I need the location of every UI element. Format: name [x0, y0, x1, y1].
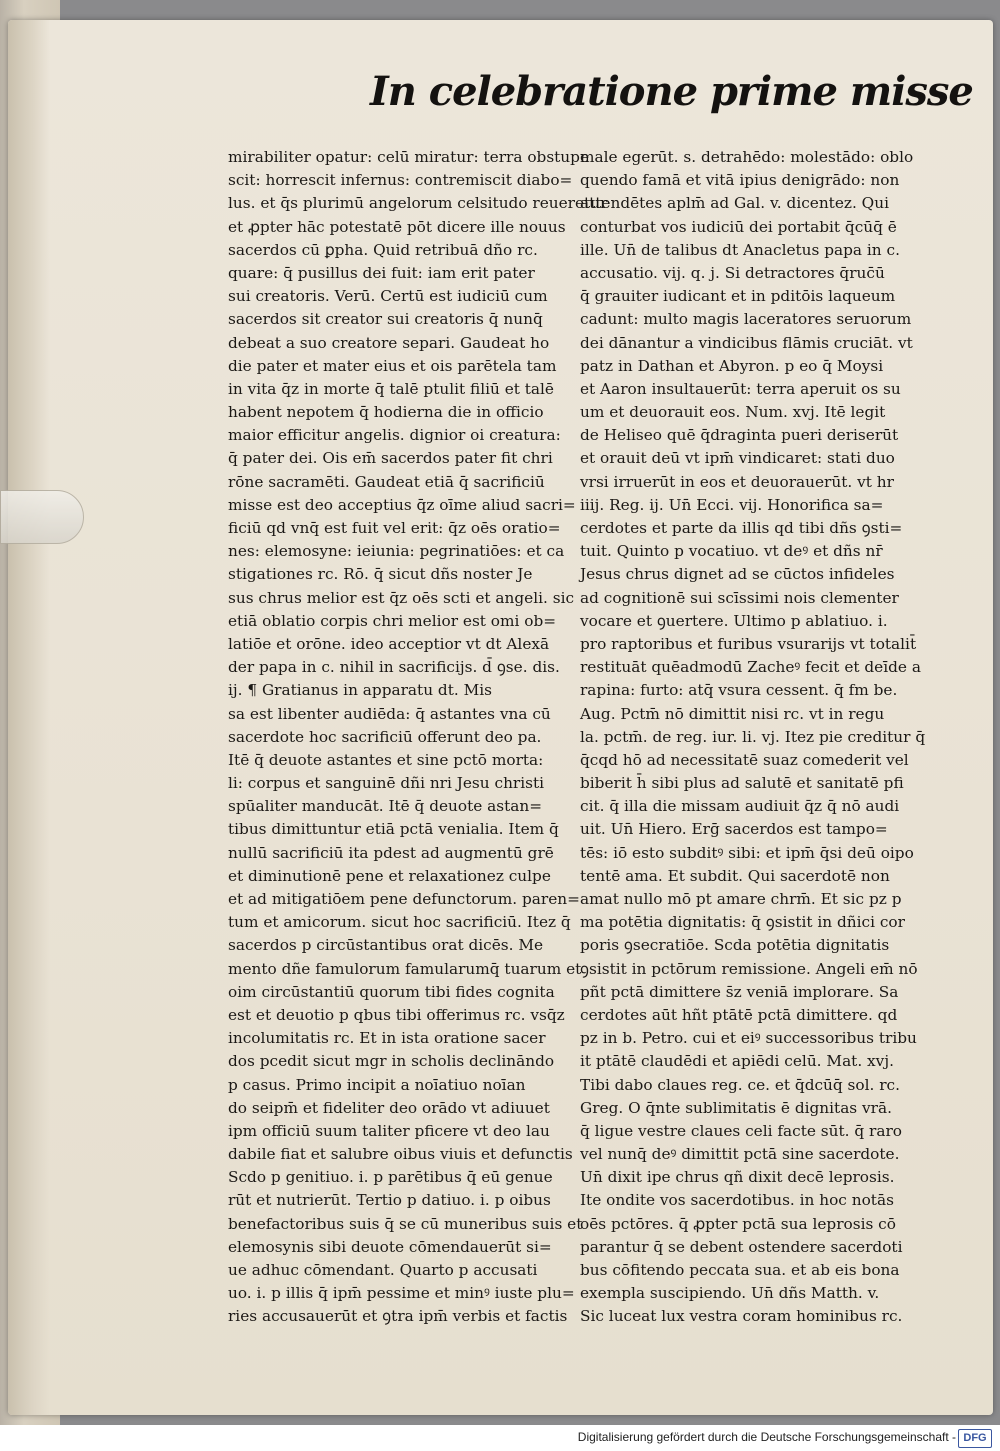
text-line: Greg. O q̄nte sublimitatis ē dignitas vrā.: [580, 1098, 892, 1117]
text-line: sacerdote hoc sacrificiū offerunt deo pa.: [228, 727, 542, 746]
text-line: elemosynis sibi deuote cōmendauerūt si=: [228, 1237, 552, 1256]
text-line: nes: elemosyne: ieiunia: pegrinatiōes: et ca: [228, 542, 565, 561]
text-line: ries accusauerūt et ꝯtra ipm̄ verbis et factis: [228, 1307, 568, 1326]
text-line: tentē ama. Et subdit. Qui sacerdotē non: [580, 866, 890, 885]
text-line: rapina: furto: atq̄ vsura cessent. q̄ fm be.: [580, 681, 898, 700]
text-line: quendo famā et vitā ipius denigrādo: non: [580, 171, 900, 190]
text-line: quare: q̄ pusillus dei fuit: iam erit pater: [228, 263, 535, 282]
text-line: li: corpus et sanguinē dñi nri Jesu christi: [228, 774, 545, 793]
text-line: attendētes aplm̄ ad Gal. v. dicentez. Qui: [580, 194, 889, 213]
text-line: pro raptoribus et furibus vsurarijs vt totalit̄: [580, 634, 917, 653]
text-line: stigationes rc. Rō. q̄ sicut dñs noster Je: [228, 565, 533, 584]
text-line: cit. q̄ illa die missam audiuit q̄z q̄ nō audi: [580, 797, 900, 816]
text-line: tēs: iō esto subditꝰ sibi: et ipm̄ q̄si deū oipo: [580, 843, 914, 862]
text-line: habent nepotem q̄ hodierna die in officio: [228, 403, 544, 422]
text-line: misse est deo acceptius q̄z oīme aliud sacri=: [228, 495, 576, 514]
text-line: maior efficitur angelis. dignior oi creatura:: [228, 426, 561, 445]
text-line: pñt pctā dimittere s̄z veniā implorare. Sa: [580, 982, 899, 1001]
text-line: Scdo p genitiuo. i. p parētibus q̄ eū genue: [228, 1168, 553, 1187]
text-line: dos pcedit sicut mgr in scholis declināndo: [228, 1052, 555, 1071]
text-line: rūt et nutrierūt. Tertio p datiuo. i. p oibus: [228, 1191, 551, 1210]
text-line: oim circūstantiū quorum tibi fides cognita: [228, 982, 555, 1001]
text-line: ille. Un̄ de talibus dt Anacletus papa in c.: [580, 240, 900, 259]
text-line: q̄cqd hō ad necessitatē suaz comederit vel: [580, 750, 909, 769]
text-line: p casus. Primo incipit a noīatiuo noīan: [228, 1075, 526, 1094]
text-line: der papa in c. nihil in sacrificijs. d̄ ꝯse. dis.: [228, 658, 560, 677]
text-line: parantur q̄ se debent ostendere sacerdoti: [580, 1237, 903, 1256]
text-line: scit: horrescit infernus: contremiscit diabo=: [228, 171, 573, 190]
text-line: Ite ondite vos sacerdotibus. in hoc notās: [580, 1191, 894, 1210]
text-line: cadunt: multo magis laceratores seruorum: [580, 310, 912, 329]
text-line: dabile fiat et salubre oibus viuis et defunctis: [228, 1145, 573, 1164]
text-line: et ad mitigatiōem pene defunctorum. paren=: [228, 890, 580, 908]
text-line: q̄ grauiter iudicant et in pditōis laqueum: [580, 287, 896, 306]
text-line: ue adhuc cōmendant. Quarto p accusati: [228, 1261, 538, 1279]
text-line: cerdotes aūt hñt ptātē pctā dimittere. qd: [580, 1005, 898, 1024]
text-line: amat nullo mō pt amare chrm̄. Et sic pz p: [580, 890, 902, 908]
text-line: poris ꝯsecratiōe. Scda potētia dignitatis: [580, 936, 890, 955]
text-line: cerdotes et parte da illis qd tibi dñs ꝯsti=: [580, 519, 903, 537]
text-line: est et deuotio p qbus tibi offerimus rc. vsq̄z: [228, 1005, 565, 1024]
text-line: mento dñe famulorum famularumq̄ tuarum et: [228, 959, 582, 978]
text-line: et Aaron insultauerūt: terra aperuit os su: [580, 379, 901, 398]
text-line: q̄ ligue vestre claues celi facte sūt. q̄ raro: [580, 1121, 902, 1140]
text-line: benefactoribus suis q̄ se cū muneribus suis et: [228, 1214, 583, 1233]
footer-credit: Digitalisierung gefördert durch die Deutsche Forschungsgemeinschaft -: [577, 1430, 956, 1444]
text-line: debeat a suo creatore separi. Gaudeat ho: [228, 333, 550, 352]
text-line: Tibi dabo claues reg. ce. et q̄dcūq̄ sol. rc.: [580, 1075, 900, 1094]
text-line: uit. Un̄ Hiero. Erḡ sacerdos est tampo=: [580, 820, 888, 839]
text-line: bus cōfitendo peccata sua. et ab eis bona: [580, 1261, 900, 1279]
text-line: nullū sacrificiū ita pdest ad augmentū grē: [228, 843, 554, 862]
running-head: In celebratione prime misse: [370, 68, 973, 115]
text-line: exempla suscipiendo. Un̄ dñs Matth. v.: [580, 1284, 880, 1303]
text-line: q̄ pater dei. Ois em̄ sacerdos pater fit chri: [228, 449, 553, 468]
text-line: tum et amicorum. sicut hoc sacrificiū. Itez q̄: [228, 913, 571, 932]
text-line: male egerūt. s. detrahēdo: molestādo: oblo: [580, 148, 914, 166]
text-line: et diminutionē pene et relaxationez culpe: [228, 866, 551, 885]
text-line: spūaliter manducāt. Itē q̄ deuote astan=: [228, 797, 543, 816]
text-line: ad cognitionē sui scīssimi nois clementer: [580, 588, 899, 607]
text-line: do seipm̄ et fideliter deo orādo vt adiuuet: [228, 1098, 550, 1117]
page-gutter-shadow: [8, 20, 50, 1415]
text-line: in vita q̄z in morte q̄ talē ptulit filiū et talē: [228, 379, 554, 398]
text-line: vocare et ꝯuertere. Ultimo p ablatiuo. i.: [580, 611, 888, 630]
text-line: accusatio. vij. q. j. Si detractores q̄ruc̄ū: [580, 263, 885, 282]
text-line: la. pctm̄. de reg. iur. li. vj. Itez pie creditur q̄: [580, 727, 926, 746]
text-line: it ptātē claudēdi et apiēdi celū. Mat. xvj.: [580, 1052, 894, 1071]
text-line: ij. ¶ Gratianus in apparatu dt. Mis: [228, 681, 492, 700]
text-line: sus chrus melior est q̄z oēs scti et angeli. sic: [228, 588, 575, 607]
text-line: Un̄ dixit ipe chrus qñ dixit decē leprosis.: [580, 1168, 895, 1187]
text-line: biberit h̄ sibi plus ad salutē et sanitatē pfi: [580, 774, 904, 793]
text-line: etiā oblatio corpis chri melior est omi ob=: [228, 611, 557, 630]
text-line: patz in Dathan et Abyron. p eo q̄ Moysi: [580, 356, 884, 375]
text-line: Sic luceat lux vestra coram hominibus rc.: [580, 1307, 903, 1326]
text-line: vrsi irruerūt in eos et deuorauerūt. vt hr: [580, 472, 894, 491]
text-line: oēs pctōres. q̄ ꝓpter pctā sua leprosis cō: [580, 1214, 896, 1233]
text-line: tuit. Quinto p vocatiuo. vt deꝰ et dñs nr̄: [580, 542, 883, 561]
text-line: sa est libenter audiēda: q̄ astantes vna cū: [228, 704, 551, 723]
page-clip-tab: [0, 490, 84, 544]
text-line: lus. et q̄s plurimū angelorum celsitudo reueretur: [228, 194, 608, 213]
text-line: uo. i. p illis q̄ ipm̄ pessime et minꝰ iuste plu=: [228, 1284, 575, 1303]
text-line: tibus dimittuntur etiā pctā venialia. Item q̄: [228, 820, 559, 839]
text-line: sacerdos p circūstantibus orat dicēs. Me: [228, 936, 544, 955]
text-line: latiōe et orōne. ideo acceptior vt dt Alexā: [228, 634, 550, 653]
dfg-logo: DFG: [958, 1429, 992, 1448]
text-line: ma potētia dignitatis: q̄ ꝯsistit in dñici cor: [580, 913, 905, 932]
text-line: Jesus chrus dignet ad se cūctos infideles: [580, 565, 895, 584]
text-line: incolumitatis rc. Et in ista oratione sacer: [228, 1029, 546, 1048]
text-line: rōne sacramēti. Gaudeat etiā q̄ sacrificiū: [228, 472, 545, 491]
text-line: Itē q̄ deuote astantes et sine pctō morta:: [228, 750, 544, 769]
text-line: mirabiliter opatur: celū miratur: terra obstupe: [228, 148, 590, 166]
text-line: sacerdos sit creator sui creatoris q̄ nunq̄: [228, 310, 543, 329]
footer-bar: [0, 1425, 1000, 1451]
text-line: vel nunq̄ deꝰ dimittit pctā sine sacerdote.: [580, 1145, 900, 1164]
text-line: die pater et mater eius et ois parētela tam: [228, 356, 557, 375]
right-text-column: [580, 146, 926, 1329]
text-line: ficiū qd vnq̄ est fuit vel erit: q̄z oēs oratio=: [228, 519, 561, 537]
text-line: ꝯsistit in pctōrum remissione. Angeli em̄ nō: [580, 959, 918, 978]
text-line: de Heliseo quē q̄draginta pueri deriserūt: [580, 426, 899, 445]
text-line: Aug. Pctm̄ nō dimittit nisi rc. vt in regu: [580, 704, 885, 723]
left-text-column: [228, 146, 608, 1329]
text-line: et ꝓpter hāc potestatē pōt dicere ille nouus: [228, 217, 566, 236]
text-line: conturbat vos iudiciū dei portabit q̄cūq̄ ē: [580, 217, 897, 236]
text-line: ipm officiū suum taliter pficere vt deo lau: [228, 1121, 550, 1140]
text-line: iiij. Reg. ij. Un̄ Ecci. vij. Honorifica sa=: [580, 495, 884, 514]
text-line: sui creatoris. Verū. Certū est iudiciū cum: [228, 287, 548, 306]
text-line: um et deuorauit eos. Num. xvj. Itē legit: [580, 403, 886, 422]
text-line: pz in b. Petro. cui et eiꝰ successoribus tribu: [580, 1029, 917, 1048]
text-line: sacerdos cū ꝑpha. Quid retribuā dño rc.: [228, 240, 538, 259]
text-line: et orauit deū vt ipm̄ vindicaret: stati duo: [580, 449, 895, 468]
text-line: dei dānantur a vindicibus flāmis cruciāt. vt: [580, 333, 913, 352]
text-line: restituāt quēadmodū Zacheꝰ fecit et deīde a: [580, 658, 921, 677]
